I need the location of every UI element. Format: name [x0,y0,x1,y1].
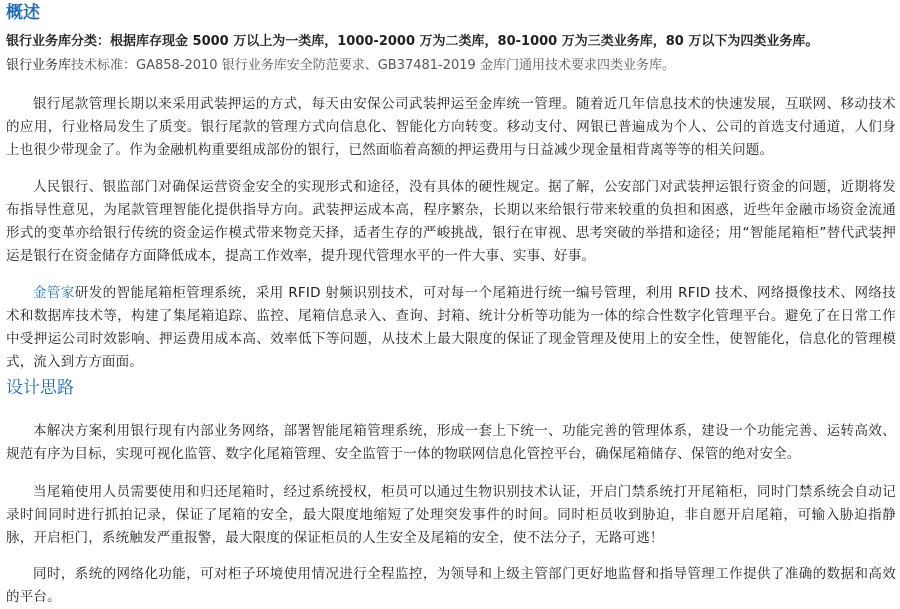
brand-link[interactable]: 金管家 [33,285,75,301]
design-paragraph-2: 当尾箱使用人员需要使用和归还尾箱时，经过系统授权，柜员可以通过生物识别技术认证，开启门禁系统打开尾箱柜，同时门禁系统会自动记录时间同时进行抓拍记录，保证了尾箱的安全，最大限度地缩短了处理突发事件的时间。同时柜员收到胁迫，非自愿开启尾箱，可输入胁迫指静脉，开启柜门，系统触发严重报警，最大限度的保证柜员的人生安全及尾箱的安全，使不法分子，无路可逃！ [6,484,896,546]
standard-text: 技术标准：GA858-2010 银行业务库安全防范要求、GB37481-2019 金库门通用技术要求四类业务库。 [71,58,675,73]
overview-paragraph-1: 银行尾款管理长期以来采用武装押运的方式，每天由安保公司武装押运至金库统一管理。随着近几年信息技术的快速发展，互联网、移动技术的应用，行业格局发生了质变。银行尾款的管理方式向信息化、智能化方向转变。移动支付、网银已普遍成为个人、公司的首选支付通道，人们身上也很少带现金了。作为金融机构重要组成部份的银行，已然面临着高额的押运费用与日益减少现金量相背离等等的相关问题。 [6,96,896,158]
brand-paragraph-text: 研发的智能尾箱柜管理系统，采用 RFID 射频识别技术，可对每一个尾箱进行统一编号管理，利用 RFID 技术、网络摄像技术、网络技术和数据库技术等，构建了集尾箱追踪、监控、尾箱信息录入、查询、封箱、统计分析等功能为一体的综合性数字化管理平台。避免了在日常工作中受押运公司时效影响、押运费用成本高、效率低下等问题，从技术上最大限度的保证了现金管理及使用上的安全性，使智能化，信息化的管理模式，流入到方方面面。 [6,285,896,370]
standard-line [6,57,675,75]
standard-label: 银行业务库 [6,58,72,73]
category-text: 根据库存现金 5000 万以上为一类库，1000-2000 万为二类库，80-1000 万为三类业务库，80 万以下为四类业务库。 [110,34,819,49]
design-paragraph-3: 同时，系统的网络化功能，可对柜子环境使用情况进行全程监控，为领导和上级主管部门更好地监督和指导管理工作提供了准确的数据和高效的平台。 [6,566,896,605]
design-paragraph-1: 本解决方案利用银行现有内部业务网络，部署智能尾箱管理系统，形成一套上下统一、功能完善的管理体系，建设一个功能完善、运转高效、规范有序为目标，实现可视化监管、数字化尾箱管理、安全监管于一体的物联网信息化管控平台，确保尾箱储存、保管的绝对安全。 [6,423,896,462]
overview-paragraph-2: 人民银行、银监部门对确保运营资金安全的实现形式和途径，没有具体的硬性规定。据了解，公安部门对武装押运银行资金的问题，近期将发布指导性意见，为尾款管理智能化提供指导方向。武装押运成本高，程序繁杂，长期以来给银行带来较重的负担和困惑，近些年金融市场资金流通形式的变革亦给银行传统的资金运作模式带来物竞天择，适者生存的严峻挑战，银行在审视、思考突破的举措和途径；用“智能尾箱柜”替代武装押运是银行在资金储存方面降低成本，提高工作效率，提升现代管理水平的一件大事、实事、好事。 [6,179,896,264]
brand-paragraph [6,282,896,374]
overview-heading: 概述 [6,3,40,23]
design-heading: 设计思路 [6,378,74,398]
category-label: 银行业务库分类： [6,34,111,49]
category-line [6,33,818,51]
